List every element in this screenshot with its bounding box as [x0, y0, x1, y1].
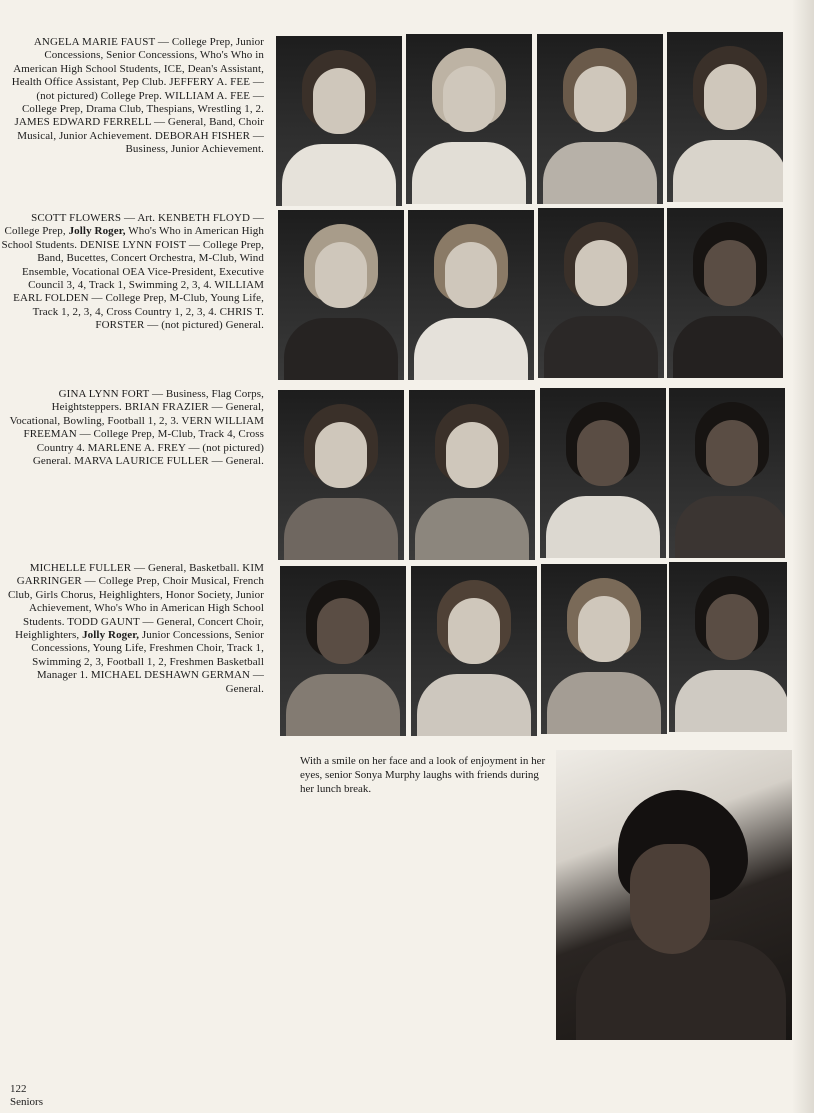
bio-text-bold: Jolly Roger,	[68, 225, 126, 238]
bio-text: Who's Who in American High School Students. DENISE LYNN FOIST — College Prep, Band, Bucettes, Concert Orchestra, M-Club, Wind Ensemble, Vocational OEA Vice-President, Executive Council 3, 4, Track 1, Swimming 2, 3, 4. WILLIAM EARL FOLDEN — College Prep, M-Club, Young Life, Track 1, 2, 3, 4, Cross Country 1, 2, 3, 4. CHRIS T. FORSTER — (not pictured) General.	[1, 225, 264, 332]
portrait-photo	[538, 208, 664, 378]
portrait-photo	[278, 390, 404, 560]
bio-text: ANGELA MARIE FAUST — College Prep, Junior Concessions, Senior Concessions, Who's Who in American High School Students, ICE, Dean's Assistant, Health Office Assistant, Pep Club. JEFFERY A. FEE — (not pictured) College Prep. WILLIAM A. FEE — College Prep, Drama Club, Thespians, Wrestling 1, 2. JAMES EDWARD FERRELL — General, Band, Choir Musical, Junior Achievement. DEBORAH FISHER — Business, Junior Achievement.	[11, 36, 264, 156]
portrait-photo	[667, 208, 783, 378]
portrait-photo	[537, 34, 663, 204]
bio-text: MICHELLE FULLER — General, Basketball. KIM GARRINGER — College Prep, Choir Musical, French Club, Girls Chorus, Heighlighters, Honor Society, Junior Achievement, Who's Who in American High School Students. TODD GAUNT — General, Concert Choir, Heighlighters,	[7, 562, 264, 642]
bio-block-4	[0, 562, 264, 696]
bio-text-bold: Jolly Roger,	[82, 629, 140, 642]
portrait-photo	[406, 34, 532, 204]
feature-photo	[556, 750, 792, 1040]
portrait-photo	[409, 390, 535, 560]
portrait-photo	[408, 210, 534, 380]
bio-text: SCOTT FLOWERS — Art. KENBETH FLOYD — College Prep,	[4, 212, 264, 238]
portrait-photo	[540, 388, 666, 558]
portrait-photo	[278, 210, 404, 380]
section-name: Seniors	[10, 1096, 43, 1108]
portrait-photo	[669, 388, 785, 558]
photo-caption: With a smile on her face and a look of enjoyment in her eyes, senior Sonya Murphy laughs with friends during her lunch break.	[300, 755, 546, 795]
portrait-photo	[669, 562, 787, 732]
bio-block-3	[0, 388, 264, 468]
portrait-photo	[280, 566, 406, 736]
bio-text: Junior Concessions, Senior Concessions, Young Life, Freshmen Choir, Track 1, Swimming 2, 3, Football 1, 2, Freshmen Basketball Manager 1. MICHAEL DESHAWN GERMAN — General.	[31, 629, 264, 695]
bio-text: GINA LYNN FORT — Business, Flag Corps, Heightsteppers. BRIAN FRAZIER — General, Vocational, Bowling, Football 1, 2, 3. VERN WILLIAM FREEMAN — College Prep, M-Club, Track 4, Cross Country 4. MARLENE A. FREY — (not pictured) General. MARVA LAURICE FULLER — General.	[9, 388, 264, 468]
page-edge-shadow	[792, 0, 814, 1113]
portrait-photo	[411, 566, 537, 736]
bio-block-1	[0, 36, 264, 157]
portrait-photo	[667, 32, 783, 202]
page-number: 122	[10, 1083, 27, 1095]
portrait-photo	[276, 36, 402, 206]
page-footer	[10, 1083, 43, 1109]
bio-block-2	[0, 212, 264, 333]
portrait-photo	[541, 564, 667, 734]
